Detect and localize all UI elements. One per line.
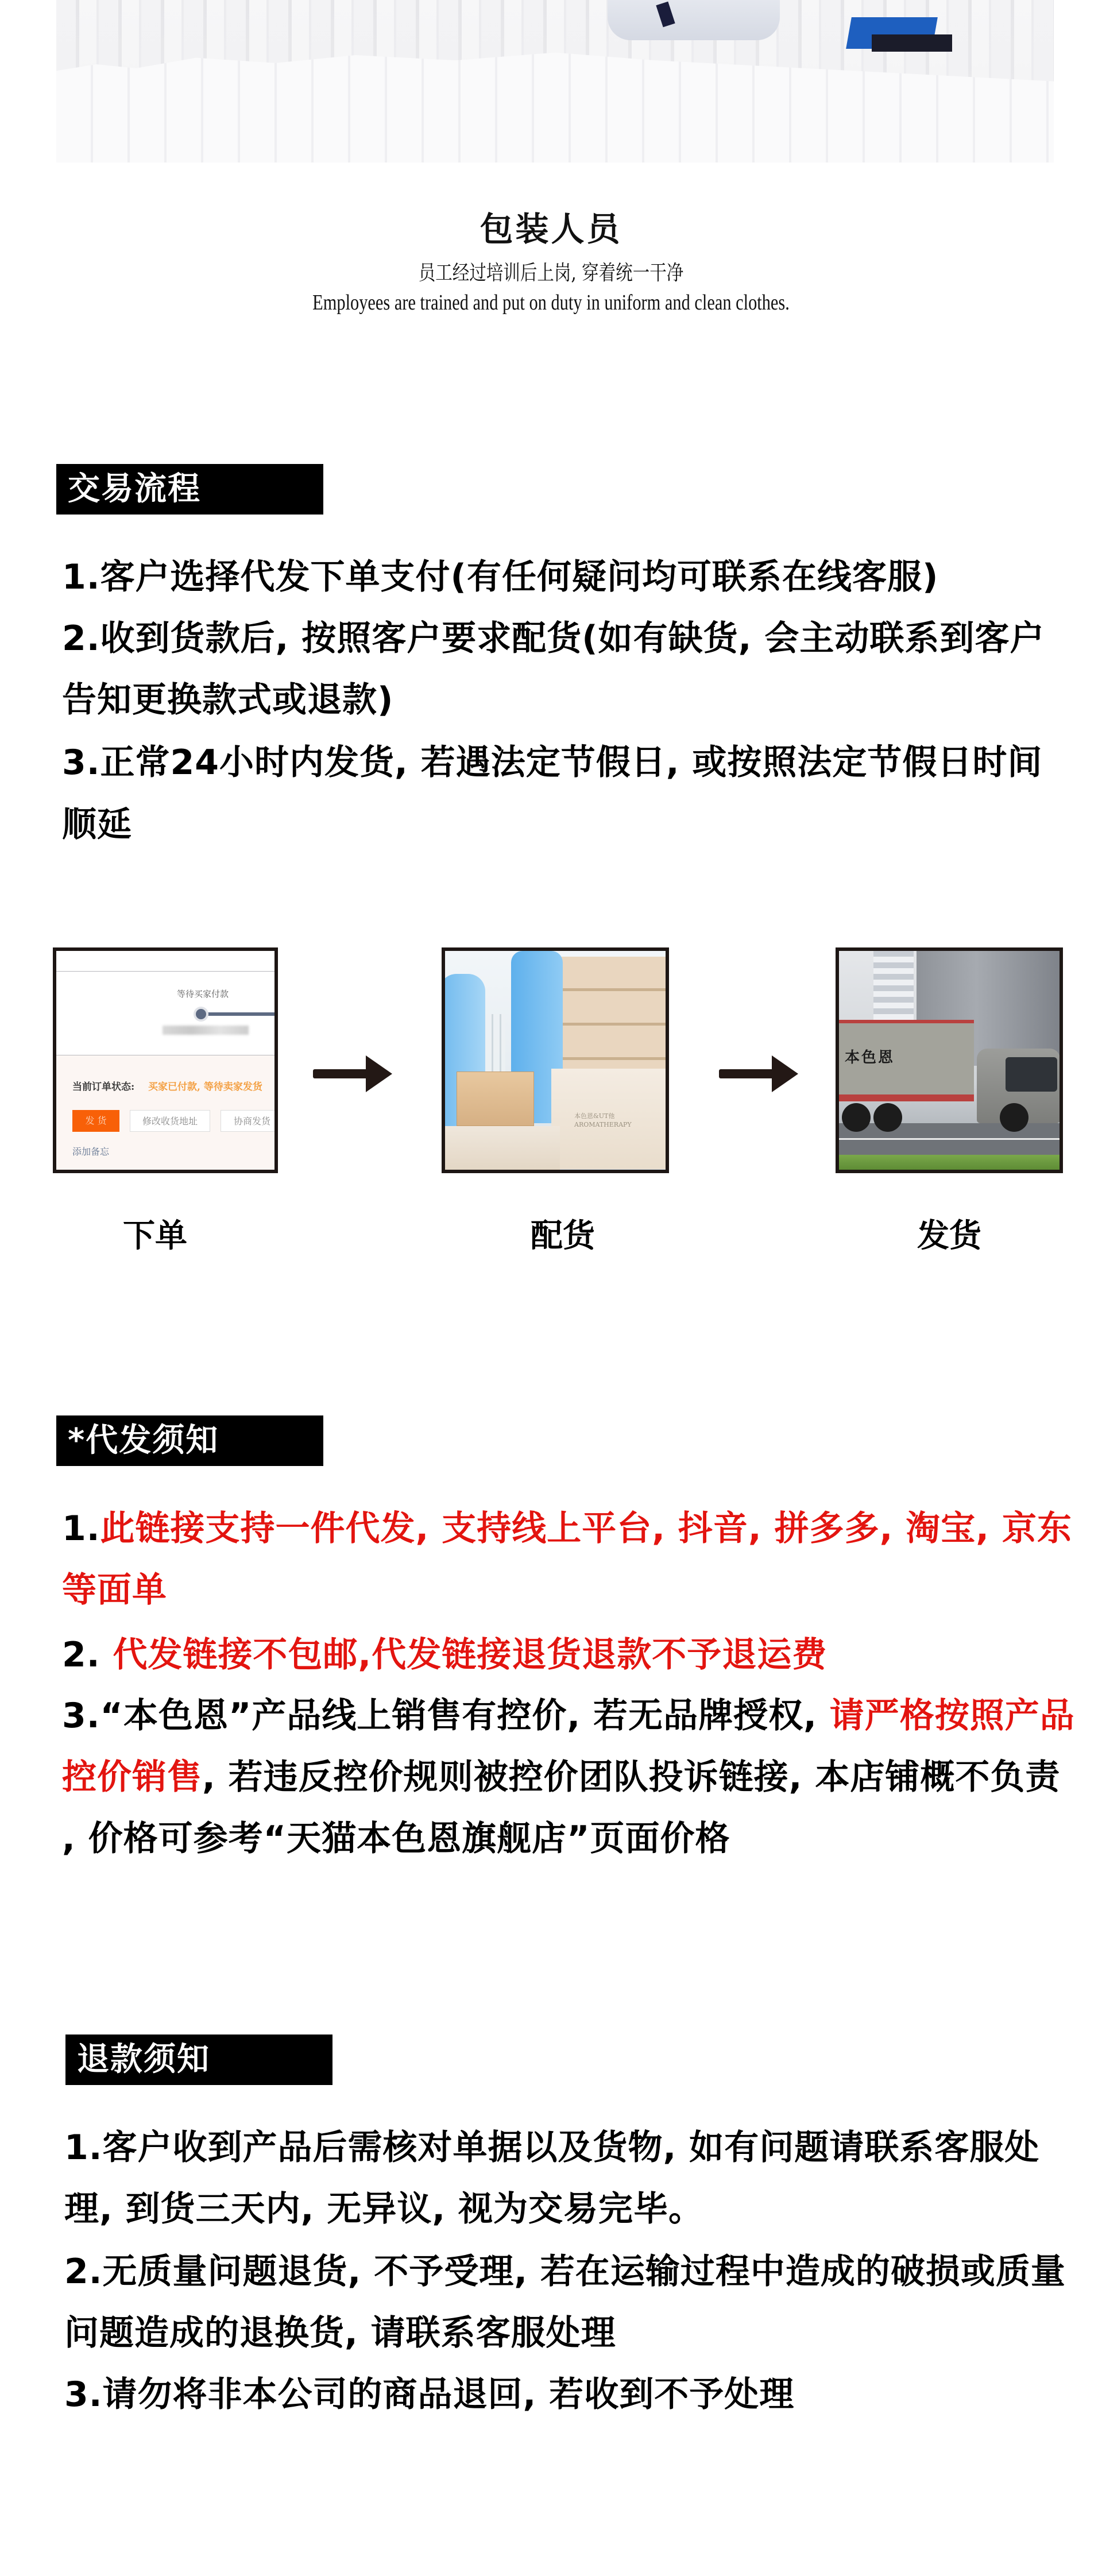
flow-label-ship: 发货 [917, 1217, 981, 1255]
highlight-text: 此链接支持一件代发, 支持线上平台, 抖音, 拼多多, 淘宝, 京东 [100, 1509, 1072, 1549]
progress-dot [196, 1009, 206, 1019]
box-label-brand: 本色恩&UT他 [574, 1112, 615, 1120]
transaction-line-2: 2.收到货款后, 按照客户要求配货(如有缺货, 会主动联系到客户 [62, 618, 1045, 659]
truck-wheel [1000, 1103, 1028, 1132]
dropship-item-3-line-1 [62, 1696, 1075, 1736]
truck-brand-text: 本色恩 [845, 1049, 895, 1066]
dropship-notice-header: *代发须知 [56, 1415, 323, 1466]
transaction-line-3-cont: 顺延 [62, 804, 132, 845]
refund-line-2-cont: 问题造成的退换货, 请联系客服处理 [64, 2313, 616, 2353]
refund-notice-header: 退款须知 [65, 2035, 332, 2085]
packing-step-image [442, 947, 669, 1173]
item-number: 2. [62, 1635, 113, 1675]
shipping-step-image [836, 947, 1063, 1173]
packaging-title: 包装人员 [480, 210, 622, 249]
body-text: 3.“本色恩”产品线上销售有控价, 若无品牌授权, [62, 1696, 830, 1736]
dropship-item-1-line-1 [62, 1509, 1072, 1549]
truck-wheel [873, 1103, 902, 1132]
dropship-item-2 [62, 1635, 827, 1675]
dropship-item-3-line-3: , 价格可参考“天猫本色恩旗舰店”页面价格 [62, 1819, 730, 1859]
transaction-line-1: 1.客户选择代发下单支付(有任何疑问均可联系在线客服) [62, 557, 939, 597]
arrow-right-icon [313, 1055, 399, 1091]
add-memo-link: 添加备忘 [72, 1146, 110, 1157]
dropship-item-3-line-2 [62, 1757, 1060, 1797]
order-step-image [53, 947, 278, 1173]
truck-photo [839, 951, 1060, 1170]
packaging-staff-photo [56, 0, 1054, 163]
refund-line-3: 3.请勿将非本公司的商品退回, 若收到不予处理 [64, 2374, 795, 2415]
transaction-line-3: 3.正常24小时内发货, 若遇法定节假日, 或按照法定节假日时间 [62, 742, 1043, 783]
truck-windshield [1006, 1057, 1057, 1092]
grass [839, 1155, 1060, 1170]
truck-wheel [842, 1103, 871, 1132]
body-text: , 若违反控价规则被控价团队投诉链接, 本店铺概不负责 [202, 1757, 1061, 1797]
refund-line-1: 1.客户收到产品后需核对单据以及货物, 如有问题请联系客服处 [64, 2128, 1040, 2168]
progress-track [200, 1012, 278, 1016]
carton-box-held [457, 1072, 534, 1126]
transaction-process-header: 交易流程 [56, 464, 323, 515]
transaction-line-2-cont: 告知更换款式或退款) [62, 680, 394, 720]
dropship-item-1-line-2: 等面单 [62, 1570, 167, 1610]
order-status-label: 当前订单状态: [72, 1081, 135, 1093]
worker-figure [608, 0, 780, 40]
arrow-right-icon [719, 1055, 805, 1091]
packaging-subtitle-cn: 员工经过培训后上岗, 穿着统一干净 [418, 261, 684, 285]
packaging-subtitle-en: Employees are trained and put on duty in uniform and clean clothes. [312, 291, 790, 315]
road [839, 1123, 1060, 1158]
highlight-text: 请严格按照产品 [829, 1696, 1075, 1736]
flow-label-pack: 配货 [531, 1217, 595, 1255]
order-status-value: 买家已付款, 等待卖家发货 [148, 1081, 262, 1093]
item-number: 1. [62, 1509, 100, 1549]
building [873, 951, 914, 1031]
order-screenshot [56, 951, 274, 1170]
negotiate-shipping-button: 协商发货 [221, 1110, 278, 1132]
flow-label-order: 下单 [123, 1217, 187, 1255]
blurred-timestamp [163, 1026, 249, 1035]
refund-line-1-cont: 理, 到货三天内, 无异议, 视为交易完毕。 [64, 2189, 704, 2229]
carton-box-bottom [445, 1126, 560, 1170]
stacked-boxes [554, 957, 666, 1072]
highlight-text: 代发链接不包邮,代发链接退货退款不予退运费 [113, 1635, 828, 1675]
order-topbar [56, 951, 274, 972]
order-status-panel [56, 1055, 274, 1170]
ship-button: 发 货 [72, 1110, 119, 1132]
highlight-text: 控价销售 [62, 1757, 202, 1797]
edit-address-button: 修改收货地址 [130, 1110, 210, 1132]
refund-line-2: 2.无质量问题退货, 不予受理, 若在运输过程中造成的破损或质量 [64, 2252, 1066, 2292]
packing-photo [445, 951, 666, 1170]
dark-sleeve [872, 34, 952, 52]
waiting-payment-text: 等待买家付款 [177, 989, 229, 999]
box-label [574, 1112, 632, 1130]
box-label-aromatherapy: AROMATHERAPY [574, 1121, 632, 1129]
road-line [839, 1138, 1060, 1140]
